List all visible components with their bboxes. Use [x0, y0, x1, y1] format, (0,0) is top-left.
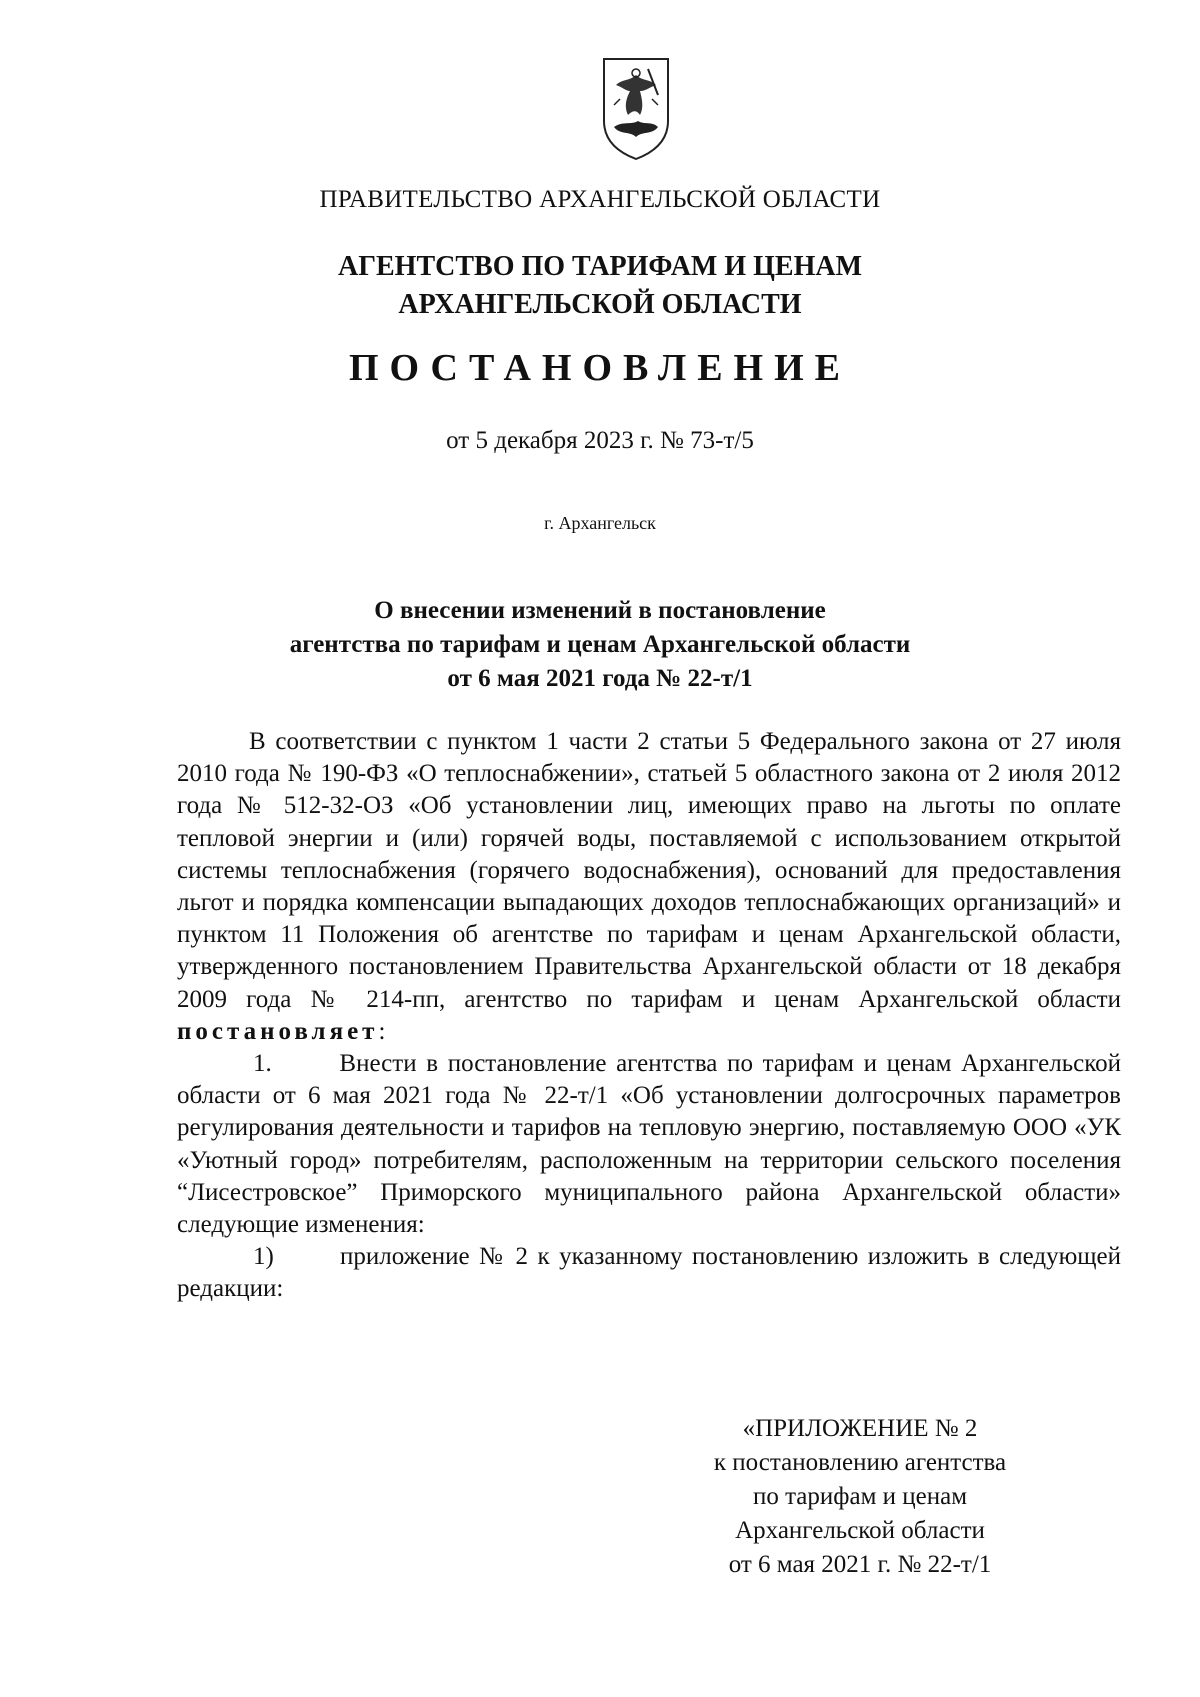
subitem-1-paragraph — [177, 1241, 1121, 1305]
appendix-line1: «ПРИЛОЖЕНИЕ № 2 — [742, 1415, 978, 1442]
preamble-text: В соответствии с пунктом 1 части 2 статьи 5 Федерального закона от 27 июля 2010 года № 190-ФЗ «О теплоснабжении», статьей 5 областного закона от 2 июля 2012 года № 512-32-ОЗ «Об установлении лиц, имеющих право на льготы по оплате тепловой энергии и (или) горячей воды, поставляемой с использованием открытой системы теплоснабжения (горячего водоснабжения), оснований для предоставления льгот и порядка компенсации выпадающих доходов теплоснабжающих организаций» и пунктом 11 Положения об агентстве по тарифам и ценам Архангельской области, утвержденного постановлением Правительства Архангельской области от 18 декабря 2009 года № 214-пп, агентство по тарифам и ценам Архангельской области — [177, 728, 1121, 1013]
item-1-text: Внести в постановление агентства по тарифам и ценам Архангельской области от 6 мая 2021 года № 22-т/1 «Об установлении долгосрочных параметров регулирования деятельности и тарифов на тепловую энергию, поставляемую ООО «УК «Уютный город» потребителям, расположенным на территории сельского поселения “Лисестровское” Приморского муниципального района Архангельской области» следующие изменения: — [177, 1050, 1122, 1239]
appendix-line2: к постановлению агентства — [713, 1449, 1007, 1476]
subject-line3: от 6 мая 2021 года № 22-т/1 — [447, 665, 753, 692]
appendix-header — [650, 1412, 1070, 1582]
agency-name — [0, 248, 1200, 324]
government-name: ПРАВИТЕЛЬСТВО АРХАНГЕЛЬСКОЙ ОБЛАСТИ — [319, 186, 881, 213]
agency-name-line1: АГЕНТСТВО ПО ТАРИФАМ И ЦЕНАМ — [337, 251, 863, 282]
document-date-number: от 5 декабря 2023 г. № 73-т/5 — [446, 427, 754, 454]
document-type: ПОСТАНОВЛЕНИЕ — [348, 347, 852, 389]
coat-of-arms-icon — [600, 55, 672, 163]
document-city: г. Архангельск — [544, 513, 656, 533]
agency-name-line2: АРХАНГЕЛЬСКОЙ ОБЛАСТИ — [398, 289, 802, 320]
subitem-1-number: 1) — [253, 1243, 274, 1271]
appendix-line3: по тарифам и ценам — [752, 1483, 968, 1510]
appendix-line5: от 6 мая 2021 г. № 22-т/1 — [728, 1551, 992, 1578]
decree-colon: : — [378, 1017, 386, 1045]
decree-word: постановляет — [177, 1017, 379, 1045]
subitem-1-text: приложение № 2 к указанному постановлению изложить в следующей редакции: — [177, 1243, 1122, 1303]
item-1-paragraph — [177, 1048, 1121, 1241]
subject-line2: агентства по тарифам и ценам Архангельской области — [289, 631, 911, 658]
item-1-number: 1. — [253, 1050, 272, 1078]
preamble-paragraph — [177, 726, 1121, 1048]
appendix-line4: Архангельской области — [735, 1517, 985, 1544]
document-body — [177, 726, 1121, 1306]
subject-line1: О внесении изменений в постановление — [374, 597, 826, 624]
document-subject — [0, 594, 1200, 696]
